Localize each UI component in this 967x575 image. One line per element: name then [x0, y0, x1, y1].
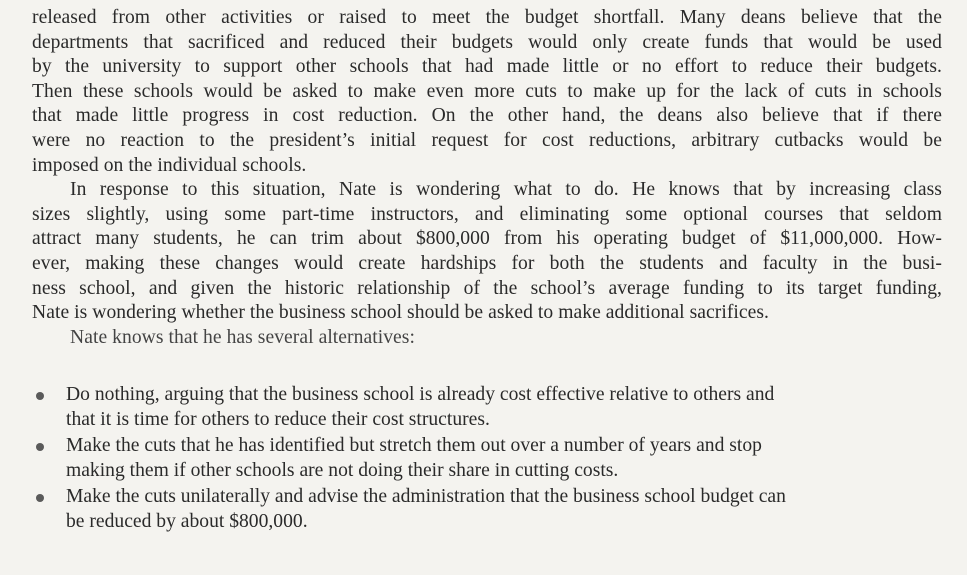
text-line: Nate is wondering whether the business school should be asked to make additional sacrifices.	[32, 302, 770, 324]
bullet-icon	[36, 494, 44, 502]
text-line: imposed on the individual schools.	[32, 154, 307, 176]
list-item	[32, 434, 942, 483]
text-line: Make the cuts unilaterally and advise the administration that the business school budget can	[66, 486, 786, 508]
text-line: making them if other schools are not doing their share in cutting costs.	[66, 459, 619, 481]
paragraph-2	[32, 178, 942, 326]
text-line: that it is time for others to reduce their cost structures.	[66, 408, 490, 430]
text-line: In response to this situation, Nate is wondering what to do. He knows that by increasing class	[70, 179, 942, 201]
text-line: by the university to support other schools that had made little or no effort to reduce their budgets.	[32, 56, 942, 78]
text-line: ness school, and given the historic relationship of the school’s average funding to its target funding,	[32, 277, 942, 299]
alternatives-intro: Nate knows that he has several alternatives:	[70, 326, 415, 348]
text-line: be reduced by about $800,000.	[66, 510, 308, 532]
text-line: were no reaction to the president’s initial request for cost reductions, arbitrary cutbacks would be	[32, 129, 942, 151]
text-line: sizes slightly, using some part-time instructors, and eliminating some optional courses that seldom	[32, 203, 942, 225]
text-line: Then these schools would be asked to make even more cuts to make up for the lack of cuts in schools	[32, 80, 942, 102]
text-line: Do nothing, arguing that the business school is already cost effective relative to others and	[66, 384, 775, 405]
text-line: Make the cuts that he has identified but stretch them out over a number of years and stop	[66, 435, 762, 457]
list-item	[32, 485, 942, 534]
text-line: ever, making these changes would create hardships for both the students and faculty in the busi-	[32, 252, 942, 274]
text-line: released from other activities or raised to meet the budget shortfall. Many deans believe that the	[32, 7, 942, 28]
text-line: that made little progress in cost reduction. On the other hand, the deans also believe that if there	[32, 105, 942, 127]
body-text	[32, 6, 942, 350]
paragraph-1	[32, 6, 942, 178]
bullet-icon	[36, 443, 44, 451]
text-line: attract many students, he can trim about $800,000 from his operating budget of $11,000,000. How-	[32, 228, 942, 250]
list-item	[32, 383, 942, 432]
alternatives-list	[32, 383, 942, 535]
text-line: departments that sacrificed and reduced their budgets would only create funds that would be used	[32, 31, 942, 53]
bullet-icon	[36, 392, 44, 400]
